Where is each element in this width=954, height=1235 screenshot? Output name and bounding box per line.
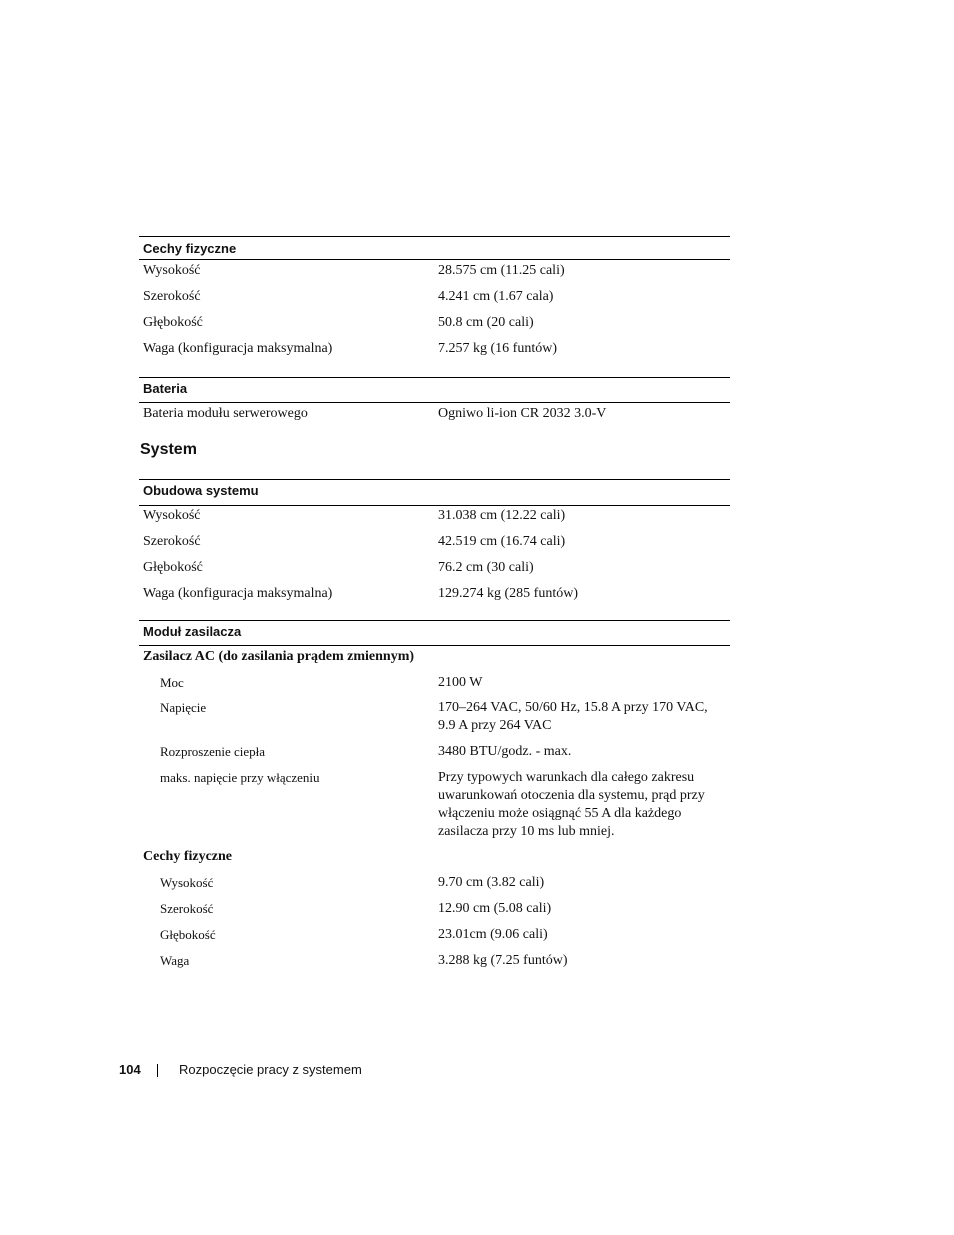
row-label: Rozproszenie ciepła xyxy=(160,744,266,759)
group-label-row xyxy=(139,848,730,874)
row-value: 31.038 cm (12.22 cali) xyxy=(438,508,566,523)
page-footer xyxy=(119,1061,362,1079)
row-label: Waga (konfiguracja maksymalna) xyxy=(143,341,333,356)
row-value: Ogniwo li-ion CR 2032 3.0-V xyxy=(438,406,607,421)
row-value: 7.257 kg (16 funtów) xyxy=(438,341,557,356)
table-row xyxy=(139,699,730,743)
psu-table xyxy=(139,620,730,978)
page-number: 104 xyxy=(119,1062,141,1077)
row-label: Głębokość xyxy=(160,927,216,942)
table-row xyxy=(139,952,730,978)
row-value: 129.274 kg (285 funtów) xyxy=(438,586,578,601)
table-row xyxy=(139,926,730,952)
row-value: 3.288 kg (7.25 funtów) xyxy=(438,953,568,968)
table-row xyxy=(139,405,730,431)
row-label: Wysokość xyxy=(143,263,201,278)
table-row xyxy=(139,507,730,533)
row-label: Wysokość xyxy=(143,508,201,523)
footer-title: Rozpoczęcie pracy z systemem xyxy=(179,1062,362,1077)
table-row xyxy=(139,769,730,848)
row-value: 28.575 cm (11.25 cali) xyxy=(438,263,565,278)
row-label: Moc xyxy=(160,675,184,690)
table-row xyxy=(139,262,730,288)
row-value: 42.519 cm (16.74 cali) xyxy=(438,534,566,549)
row-label: Bateria modułu serwerowego xyxy=(143,406,308,421)
row-label: Szerokość xyxy=(160,901,214,916)
row-label: Waga xyxy=(160,953,190,968)
row-value: 9.70 cm (3.82 cali) xyxy=(438,875,545,890)
row-value: 2100 W xyxy=(438,675,483,690)
battery-table xyxy=(139,377,730,431)
row-value: 76.2 cm (30 cali) xyxy=(438,560,534,575)
row-value: 4.241 cm (1.67 cala) xyxy=(438,289,554,304)
group-label: Zasilacz AC (do zasilania prądem zmiennym) xyxy=(143,649,415,664)
row-label: Napięcie xyxy=(160,700,207,715)
row-label: Szerokość xyxy=(143,534,201,549)
row-value: 12.90 cm (5.08 cali) xyxy=(438,901,552,916)
row-value: 23.01cm (9.06 cali) xyxy=(438,927,548,942)
battery-table-header: Bateria xyxy=(139,377,730,403)
table-row xyxy=(139,314,730,340)
row-value: 50.8 cm (20 cali) xyxy=(438,315,534,330)
row-label: Waga (konfiguracja maksymalna) xyxy=(143,586,333,601)
chassis-table xyxy=(139,479,730,611)
table-row xyxy=(139,743,730,769)
physical-table xyxy=(139,236,730,366)
group-label-row xyxy=(139,648,730,674)
row-value: 170–264 VAC, 50/60 Hz, 15.8 A przy 170 VAC, 9.9 A przy 264 VAC xyxy=(438,700,708,733)
table-row xyxy=(139,585,730,611)
row-label: Wysokość xyxy=(160,875,214,890)
footer-divider xyxy=(157,1064,158,1077)
row-label: Głębokość xyxy=(143,315,203,330)
chassis-table-header: Obudowa systemu xyxy=(139,479,730,506)
table-row xyxy=(139,900,730,926)
table-row xyxy=(139,533,730,559)
row-label: maks. napięcie przy włączeniu xyxy=(160,770,320,785)
table-row xyxy=(139,874,730,900)
psu-table-header: Moduł zasilacza xyxy=(139,620,730,646)
table-row xyxy=(139,674,730,699)
section-heading: System xyxy=(140,441,197,458)
table-row xyxy=(139,559,730,585)
row-value: 3480 BTU/godz. - max. xyxy=(438,744,572,759)
physical-table-header: Cechy fizyczne xyxy=(139,236,730,260)
row-value: Przy typowych warunkach dla całego zakresu uwarunkowań otoczenia dla systemu, prąd przy włączeniu może osiągnąć 55 A dla każdego zasilacza przy 10 ms lub mniej. xyxy=(438,770,705,839)
table-row xyxy=(139,288,730,314)
row-label: Szerokość xyxy=(143,289,201,304)
row-label: Głębokość xyxy=(143,560,203,575)
table-row xyxy=(139,340,730,366)
group-label: Cechy fizyczne xyxy=(143,849,233,864)
